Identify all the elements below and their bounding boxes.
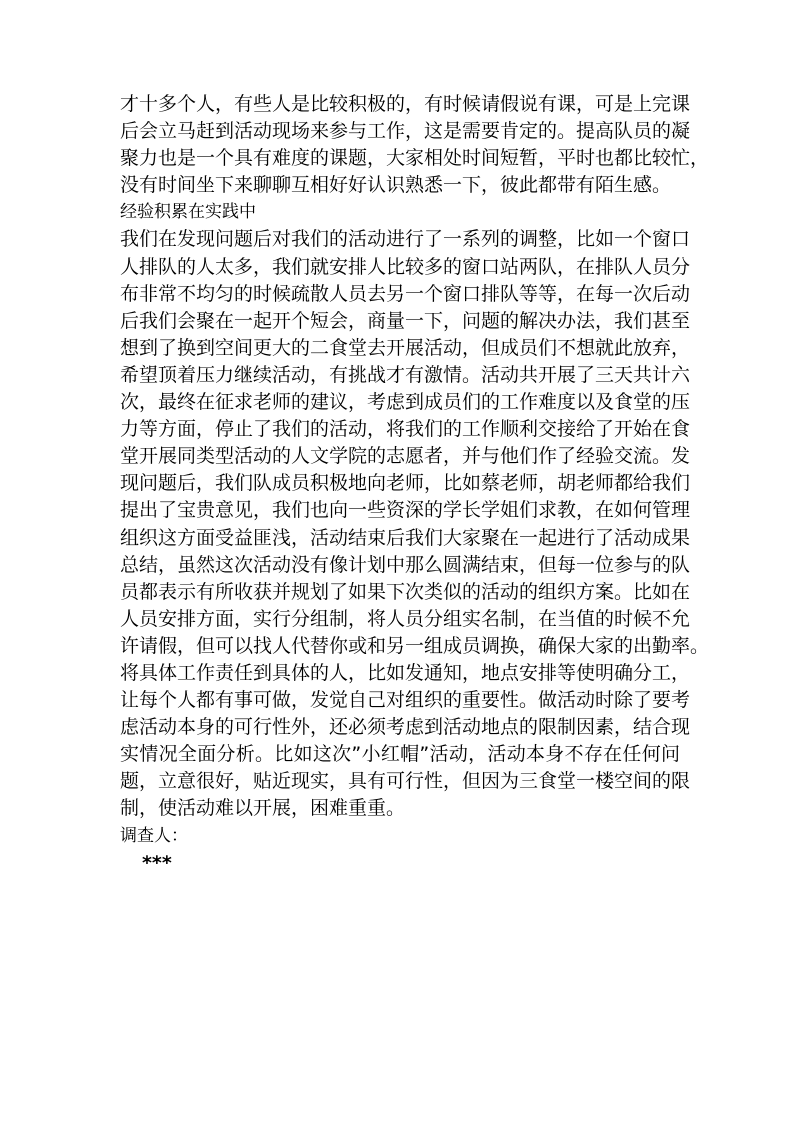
text-line: 让每个人都有事可做，发觉自己对组织的重要性。做活动时除了要考	[120, 689, 691, 712]
investigator-name: ***	[142, 851, 172, 874]
text-line: 提出了宝贵意见，我们也向一些资深的学长学姐们求教，在如何管理	[120, 499, 691, 522]
paragraph-2	[120, 226, 710, 822]
text-line: 总结，虽然这次活动没有像计划中那么圆满结束，但每一位参与的队	[120, 553, 691, 576]
text-line: 题，立意很好，贴近现实，具有可行性，但因为三食堂一楼空间的限	[120, 770, 691, 793]
text-line: 想到了换到空间更大的二食堂去开展活动，但成员们不想就此放弃，	[120, 336, 691, 359]
paragraph-1	[120, 91, 710, 199]
text-line: 许请假，但可以找人代替你或和另一组成员调换，确保大家的出勤率。	[120, 634, 710, 657]
text-line: 后我们会聚在一起开个短会，商量一下，问题的解决办法，我们甚至	[120, 309, 691, 332]
text-line: 虑活动本身的可行性外，还必须考虑到活动地点的限制因素，结合现	[120, 716, 691, 739]
text-line: 现问题后，我们队成员积极地向老师，比如蔡老师，胡老师都给我们	[120, 472, 691, 495]
text-line: 人排队的人太多，我们就安排人比较多的窗口站两队，在排队人员分	[120, 255, 691, 278]
text-line: 员都表示有所收获并规划了如果下次类似的活动的组织方案。比如在	[120, 580, 691, 603]
text-line: 实情况全面分析。比如这次”小红帽”活动，活动本身不存在任何问	[120, 743, 680, 766]
section-heading: 经验积累在实践中	[120, 202, 256, 223]
text-line: 我们在发现问题后对我们的活动进行了一系列的调整，比如一个窗口	[120, 228, 691, 251]
text-line: 次，最终在征求老师的建议，考虑到成员们的工作难度以及食堂的压	[120, 391, 691, 414]
text-line: 力等方面，停止了我们的活动，将我们的工作顺利交接给了开始在食	[120, 418, 691, 441]
text-line: 后会立马赶到活动现场来参与工作，这是需要肯定的。提高队员的凝	[120, 120, 691, 143]
text-line: 制，使活动难以开展，困难重重。	[120, 797, 406, 820]
text-line: 人员安排方面，实行分组制，将人员分组实名制，在当值的时候不允	[120, 607, 691, 630]
text-line: 希望顶着压力继续活动，有挑战才有激情。活动共开展了三天共计六	[120, 363, 691, 386]
text-line: 将具体工作责任到具体的人，比如发通知，地点安排等使明确分工，	[120, 661, 691, 684]
text-line: 布非常不均匀的时候疏散人员去另一个窗口排队等等，在每一次后动	[120, 282, 691, 305]
text-line: 组织这方面受益匪浅，活动结束后我们大家聚在一起进行了活动成果	[120, 526, 691, 549]
investigator-label: 调查人：	[120, 825, 188, 846]
text-line: 没有时间坐下来聊聊互相好好认识熟悉一下，彼此都带有陌生感。	[120, 174, 672, 197]
text-line: 堂开展同类型活动的人文学院的志愿者，并与他们作了经验交流。发	[120, 445, 691, 468]
text-line: 才十多个人，有些人是比较积极的，有时候请假说有课，可是上完课	[120, 93, 691, 115]
text-line: 聚力也是一个具有难度的课题，大家相处时间短暂，平时也都比较忙，	[120, 147, 710, 170]
document-body	[120, 91, 710, 877]
